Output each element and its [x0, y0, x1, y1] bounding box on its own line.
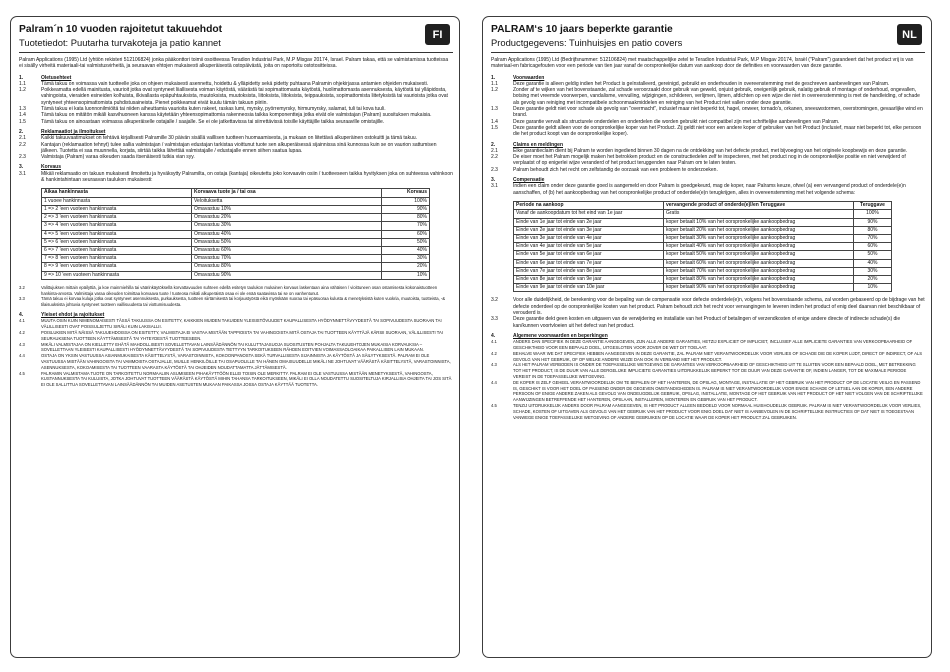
- table-header-cell: Korvaava tuote ja / tai osa: [192, 189, 382, 198]
- page-nl: [482, 16, 932, 658]
- page-title: Palram´n 10 vuoden rajoitetut takuuehdot: [19, 24, 223, 35]
- table-cell: 7 => 8 'een vuoteen hankinnasta: [42, 255, 192, 263]
- clause-text: Mikäli reklamaatio on takuun mukaisesti ilmoitettu ja hyväksytty Palramilta, on ostaja (kantaja) oikeutettu joko korvaaviin osiin / tuotteeseen taikka hyvityksen joka on suhteessa vahinkoon & hankintahintaan seuraavan taulukon mukaisesti:: [41, 170, 453, 184]
- divider: [19, 52, 453, 53]
- clause-text: MUUTA OSIN KUIN NIMENOMAISESTI TÄSSÄ TAKUUSSA ON ESITETTY, KAIKKIEN MUIDEN TAKUIDEN YLEISISTÖVUUDET KAUPALLISESTA HYÖDYNNETTÄVYYDESTÄ TAI SOPIVUUDESTA SUORAAN TAI VÄLILLISESTI OVAT POISSULJETTU SIRÄLI KUIN LAKISALLII.: [41, 318, 442, 330]
- table-cell: Einde van 3e jaar tot einde van 4e jaar: [514, 235, 664, 243]
- table-header-row: [42, 189, 430, 198]
- clause-text: Voor alle duidelijkheid, de berekening voor de bepaling van de compensatie voor defecte onderdele(e)n, volgens het bovenstaande schema, zal worden gebaseerd op de bijdrage van het defecte onderdeel op de oorspronkelijke kosten van het product. Palram behoudt zich het recht voor vervangingen te leveren indien het product of enig deel daarvan niet beschikbaar of verouderd is.: [513, 297, 925, 317]
- table-cell: Omavastuu 90%: [192, 271, 382, 279]
- clause: [491, 106, 925, 119]
- table-cell: Omavastuu 70%: [192, 255, 382, 263]
- page-subtitle: Tuotetiedot: Puutarha turvakoteja ja patio kannet: [19, 37, 221, 48]
- clause-text: TENZIJ UITDRUKKELIJK ANDERS DOOR PALRAM AANGEGEVEN, IS HET PRODUCT ALLEEN BEDOELD VOOR NORMAAL HUISHOUDELIJK GEBRUIK. PALRAM IS NIET VERANTWOORDELIJK VOOR VERLIES, SCHADE, KOSTEN OF UITGAVEN ALS GEVOLG VAN HET GEBRUIK VAN HET PRODUCT VOOR ENIG DOEL DAT NIET IS AANBEVOLEN IN DE SCHRIFTELIJKE INSTRUCTIES OF DAT NIET IS TOEGESTAAN VANWEGE ENIGE TOEPASSELIJKE WETGEVING OF ANDERE GEBRUIKEN OP DE LOCATIE WAAR DE KOPER HET PRODUCT ZAL GEBRUIKEN.: [513, 403, 922, 420]
- table-row: [514, 251, 892, 259]
- divider: [491, 52, 925, 53]
- clause: [19, 353, 453, 370]
- table-cell: Omavastuu 50%: [192, 238, 382, 246]
- clause-number: 2.1: [19, 135, 26, 142]
- clause-text: Tämä takuu on ainoastaan voimassa alkuperäiselle ostajalle / saajalle. Se ei ole jatkettavissa tai siirrettävissä toisille käyttäjille taikka seuraaville omistajille.: [41, 118, 385, 125]
- clause-number: 2.3: [19, 154, 26, 161]
- table-cell: 90%: [854, 218, 892, 226]
- table-cell: 10%: [382, 271, 430, 279]
- clause-text: Tämä takuu ei kata luonnonilmiöitä tai niiden aiheuttamia vaurioita kuten rakeet, raskas lumi, myrsky, pyörremyrsky, hirmumyrsky, salamat, tuli tai kova tuuli.: [41, 106, 386, 113]
- table-cell: 90%: [382, 206, 430, 214]
- table-cell: koper betaalt 60% van het oorspronkelijke aankoopbedrag: [664, 259, 854, 267]
- clause-number: 1.4: [19, 112, 26, 119]
- table-cell: koper betaalt 30% van het oorspronkelijke aankoopbedrag: [664, 235, 854, 243]
- table-cell: Einde van 6e jaar tot einde van 7e jaar: [514, 259, 664, 267]
- clause-text: De eiser moet het Palram mogelijk maken het betrokken product en de constructiedelen zelf te inspecteren, met het product nog in de oorspronkelijke positie en niet verwijderd of verplaatst of op enigerlei wijze veranderd of het product teruggenden naar Palram om te laten testen.: [513, 154, 906, 167]
- clause-text: Deze garantie geldt niet voor schade als gevolg van "overmacht", inclusief maar niet beperkt tot, hagel, onweer, tornado's, orkanen, sneeuwstormen, overstromingen, gevaarlijke wind en brand.: [513, 106, 923, 119]
- table-cell: 1 => 2 'een vuoteen hankinnasta: [42, 206, 192, 214]
- table-cell: 70%: [854, 235, 892, 243]
- clause-text: OSTAJA ON YKSIN VASTUUSSA ASIANMUKAISESTA KÄSITTELYSTÄ, VARASTOINNISTA, KOKOONPANOSTA SEKÄ TURVALLISESTA SIJAINNISTA JA KÄYTÖSTÄ JA SÄILYTYKSESTÄ. PALRAM EI OLE VASTUUSSA MISTÄÄN VAHINGOISTA TAI VAMMOISTA OSTAJALLE, MUILLE HENKILÖILLE TAI OSAPUOLILLE TAI HÄNEN OMAISUUDELLE MIKÄLI NE JOHTUVAT VÄÄRÄSTÄ KÄSITTELYSTÄ, VARASTOINNISTA, ASENNUKSESTA, KOKOAMISESTA TAI TUOTTEEN VAARASTA KÄYTÖSTÄ TAI OHJEIDEN NOUDATTAMATTA JÄTTÄMISESTÄ.: [41, 353, 451, 370]
- clause: [491, 316, 925, 329]
- clause: [491, 403, 925, 420]
- clause-text: Kaikki takuuvaatimukset on tehtävä kirjallisesti Palramille 30 päivän sisällä vaillisen tuotteen huomaamisesta, ja mukaan on liitettävä alkuperäinen ostokuitti ja tämä takuu.: [41, 135, 418, 142]
- table-row: [42, 271, 430, 279]
- table-cell: Einde van 5e jaar tot einde van 6e jaar: [514, 251, 664, 259]
- compensation-table: [41, 188, 430, 280]
- intro-paragraph: Palram Applications (1995) Ltd (yhtiön rekisteri 512106824) jonka pääkonttori toimii osoitteessa Teradion Industrial Park, M.P Misgav 20174, Israel. Palram takaa, että se valmistamissa tuotteissa ei sisälly virheitä materiaali-tai valmistusvirheitä, ja seuraavan ehtojen mukaisesti alkuperäisestä ostopäivästä, joita on raportoitu ostotositteissa.: [19, 57, 449, 70]
- table-cell: Einde van 9e jaar tot einde van 10e jaar: [514, 284, 664, 292]
- clause-number: 4.2: [491, 350, 497, 356]
- table-cell: 50%: [382, 238, 430, 246]
- table-header-cell: vervangende product of onderde(e)l/en Teruggave: [664, 201, 854, 210]
- section-number: 4.: [491, 332, 496, 339]
- table-cell: 20%: [854, 276, 892, 284]
- clause-text: Deze garantie vervalt als structurele onderdelen en onderdelen die worden gebruikt niet compatibel zijn met schriftelijke aanbevelingen van Palram.: [513, 118, 840, 125]
- clause-number: 3.3: [491, 316, 498, 323]
- table-row: [514, 235, 892, 243]
- clause: [19, 142, 453, 155]
- clause: [19, 342, 453, 354]
- sections: [491, 75, 925, 421]
- clause-number: 1.3: [491, 106, 498, 113]
- clause-text: Poikkeamatta edellä mainitusta, vaurioit jotka ovat syntyneet liiallisesta voiman käytöstä, väärästä tai sopimattomasta käytöstä, huolimattomasta asennuksesta, käytöstä tai ylläpidosta, vahingoista, vieraiden esineiden kolhuista, ilkivallasta epäpuhtauksista, muutoksista, muutoksista, liitoksista, liitoksista, teippauksista, sopimattomista liitetyksistä tai vaurioista jotka ovat syntyneet yhteensopimattomista puhdistusaineista. Pienet poikkeamat eivät kuulu tämän takuun piiriin.: [41, 87, 448, 106]
- clause: [19, 154, 453, 160]
- section-number: 4.: [19, 312, 24, 319]
- clause-text: MIKÄLI VALMISTAJAA ON KIELLETTY EHÄTÄ MAHDOLLISESTI SOVELLETTAVAN LAINSÄÄDÄNNÖN TAI KULUTTAJASUOJA SUOSITUSTEN POHJALTA TAKUUEHTOJEN MUKAISIA KORVAUKSIA – SOVELLETTAAN YLEISESTI KAUPALLISESTI HYÖDYNNETTÄVYYDESTÄ TAI SOPIVUUDESTA TIETTYYN TARKOITUKSEEN RÄHDEN EOITVIEN VOIMASSAOLOAIKAA PAIKALLISEN LAIN MUKAAN.: [41, 341, 424, 353]
- section-number: 1.: [491, 74, 496, 81]
- table-cell: 30%: [382, 255, 430, 263]
- clause-number: 4.5: [491, 403, 497, 409]
- table-cell: 9 => 10 'een vuoteen hankinnasta: [42, 271, 192, 279]
- table-cell: Omavastuu 40%: [192, 230, 382, 238]
- table-row: [42, 247, 430, 255]
- page-title: PALRAM‘s 10 jaars beperkte garantie: [491, 24, 673, 35]
- table-cell: 1 vuoee hankinnasta: [42, 197, 192, 205]
- clause-text: Tämä takuu on voimassa vain tuotteelle joka on ohjeen mukaisesti asennettu, hoidettu & ylläpidetty sekä pidetty puhtaana Palramin ohjekirjassa antamien ohjeiden mukaisesti.: [41, 80, 429, 87]
- clause-number: 1.5: [19, 118, 26, 125]
- table-row: [514, 259, 892, 267]
- clause-number: 1.2: [19, 87, 26, 94]
- table-cell: 20%: [382, 263, 430, 271]
- clause-text: ANDERS DAN SPECIFIEK IN DEZE GARANTIE AANGEGEVEN, ZIJN ALLE ANDERE GARANTIES, HETZIJ EXPLICIET OF IMPLICIET, INCLUSIEF ALLE IMPLICIETE GARANTIES VAN VERKOOPBAARHEID OF GESCHIKTHEID VOOR EEN BEPAALD DOEL, UITGESLOTEN VOOR ZOVER DE WET DIT TOELAAT.: [513, 339, 913, 351]
- table-row: [514, 284, 892, 292]
- table-cell: 100%: [382, 197, 430, 205]
- table-row: [42, 214, 430, 222]
- clause-text: Zonder af te wijken van het bovenstaande, zal schade veroorzaakt door gebruik van geweld, onjuist gebruik, oneigenlijk gebruik, nalatig gebruik of montage of onderhoud, ongevallen, botsing met vreemde voorwerpen, vandalisme, vervuiling, wijzigingen, schilderen, verlijmen, lijmen, afdichten op een wijze die niet in overeenstemming is met de handleiding, of schade als gevolg van reiniging met incompatibele schoonmaakmiddelen en reiniging van het Product niet vallen onder deze garantie.: [513, 87, 920, 106]
- clause-number: 2.2: [491, 154, 498, 161]
- compensation-table: [513, 201, 892, 293]
- clause-text: DE KOPER IS ZELF GEHEEL VERANTWOORDELIJK OM TE BEPALEN OF HET HANTEREN, DE OPSLAG, MONTAGE, INSTALLATIE OF HET GEBRUIK VAN HET PRODUCT OP DE LOCATIE VEILIG EN PASSEND IS, GESCHIKT IS VOOR HET DOEL OF PASSEND ONDER DE GEGEVEN OMSTANDIGHEDEN IS. PALRAM IS NIET VERANTWOORDELIJK VOOR ENIGE SCHADE OF LETSEL AAN DE KOPER, EEN ANDERE PERSOON OF ENIGE ANDERE ZAKEN ALS GEVOLG VAN ONDEUGDELIJK GEBRUIK, OPSLAG, INSTALLATIE, MONTAGE OF HET GEBRUIK VAN HET PRODUCT OF HET NIET VOLGEN VAN DE SCHRIFTELIJKE AANWIJZINGEN BETREFFENDE HET HANTEREN, OPSLAAN, INSTALLEREN, MONTEREN EN GEBRUIK VAN HET PRODUCT.: [513, 379, 923, 403]
- page-fi: [10, 16, 460, 658]
- clause-number: 3.2: [491, 297, 498, 304]
- clause-number: 1.2: [491, 87, 498, 94]
- clause-number: 2.3: [491, 166, 498, 173]
- page-content: [491, 23, 925, 653]
- clause: [19, 285, 453, 297]
- table-row: [514, 243, 892, 251]
- clause-number: 1.1: [19, 80, 26, 87]
- clause-number: 4.2: [19, 329, 25, 335]
- clause: [491, 297, 925, 316]
- table-row: [42, 230, 430, 238]
- table-cell: Veloituksetta: [192, 197, 382, 205]
- table-cell: koper betaalt 70% van het oorspronkelijke aankoopbedrag: [664, 267, 854, 275]
- language-badge: NL: [897, 24, 922, 45]
- clause-number: 1.5: [491, 124, 498, 131]
- clause-number: 4.4: [491, 379, 497, 385]
- table-row: [514, 210, 892, 218]
- clause-number: 3.1: [491, 183, 498, 190]
- clause-text: Palram behoudt zich het recht om zelfstandig de oorzaak van een probleem te onderzoeken.: [513, 166, 718, 173]
- table-row: [42, 197, 430, 205]
- clause: [19, 330, 453, 342]
- table-cell: 100%: [854, 210, 892, 218]
- section-title: Yleiset ehdot ja rajoitukset: [41, 312, 105, 319]
- table-cell: 40%: [854, 259, 892, 267]
- clause-number: 3.1: [19, 170, 26, 177]
- table-cell: Vanaf de aankoopdatum tot het eind van 1e jaar: [514, 210, 664, 218]
- table-cell: koper betaalt 80% van het oorspronkelijke aankoopbedrag: [664, 276, 854, 284]
- table-cell: 5 => 6 'een vuoteen hankinnasta: [42, 238, 192, 246]
- table-cell: Einde van 1e jaar tot einde van 2e jaar: [514, 218, 664, 226]
- table-cell: 8 => 9 'een vuoteen hankinnasta: [42, 263, 192, 271]
- clause-text: PALRAMIN VALMISTAMA TUOTE ON TARKOITETTU NORMAALIIN ASUMISEEN PIHAKÄYTTÖÖN ELLEI TOISIN OLE MERKITTY. PALRAM EI OLE VASTUUSSA MISTÄÄN MENETYKSESTÄ, VAHINGOSTA, KUSTANNUKSESTA TAI KULUISTA, JOTKA JOHTUVAT TUOTTEEN VÄÄRÄSTÄ KÄYTÖSTÄ MIHIN TAHANSA TARKOITUKSEEN, MIKÄLI EI OLLA NOUDATETTU SUOSITELTUJA KIRJALLISIA OHJEITA TAI JOS SITÄ EI OLE SALLITTUA SOVELLETTAVAN LAINSÄÄDÄNNÖN TAI MUIDEN ASETUSTEN MUKAAN PAIKASSA JOSSA OSTAJA KÄYTTÄÄ TUOTETTA.: [41, 370, 452, 388]
- clause: [19, 119, 453, 125]
- table-cell: 6 => 7 'een vuoteen hankinnasta: [42, 247, 192, 255]
- table-cell: 60%: [854, 243, 892, 251]
- clause-text: POISLUKIEN MITÄ NÄISSÄ TAKUUEHDOISSA ON ESITETTY, VALMISTAJA EI VASTAA MISTÄÄN TAPPIOISTA TAI VAHINGOISTA MITÄ OSTAJA TAI TUOTTEEN KÄYTTÄJÄ KÄRSII SUORAAN, VÄLILLISESTI TAI SEURAUKSENA TUOTTEEN KÄYTTÄMISESTÄ TAI YHTEYDESTÄ TUOTTEESEEN.: [41, 329, 443, 341]
- clause: [19, 296, 453, 308]
- clause-number: 4.3: [19, 341, 25, 347]
- table-cell: 30%: [854, 267, 892, 275]
- clause-text: Tämä takuu on mitätön mikäli kasvihuoneen kanssa käytetään yhteensopimattomia rakenneosia taikka komponentteja jotka eivät ole valmistajan (Palram) suosituksen mukaisia.: [41, 112, 432, 119]
- section-number: 3.: [491, 177, 496, 184]
- table-row: [514, 226, 892, 234]
- clause-text: Deze garantie dekt geen kosten en uitgaven van de verwijdering en installatie van het Product of betalingen of verzendkosten of enige andere directe of indirecte schade(s) die kan/kunnen voortvloeien uit het defect van het product.: [513, 316, 901, 329]
- clause-number: 3.2: [19, 284, 25, 290]
- clause: [491, 362, 925, 379]
- clause: [19, 171, 453, 184]
- clause-text: ALS HET PALRAM VERBODEN IS ONDER DE TOEPASSELIJKE WETGEVING DE GARANTIES VAN VERKOOPBAARHEID OF GESCHIKTHEID UIT TE SLUITEN VOOR EEN BEPAALD DOEL, MET BETREKKING TOT HET PRODUCT, IS DE DUUR VAN ALLE DERGELIJKE IMPLICIETE GARANTIES UITDRUKKELIJK BEPERKT TOT DE DUUR VAN DEZE GARANTIE OF, INDIEN LANGER, TOT DE MAXIMALE PERIODE VEREIST IN DE TOEPASSELIJKE WETGEVING.: [513, 362, 916, 380]
- clause: [491, 87, 925, 106]
- section-title: Compensatie: [513, 177, 545, 184]
- page-content: [19, 23, 453, 653]
- table-cell: 2 => 3 'een vuoteen hankinnasta: [42, 214, 192, 222]
- clause-text: Deze garantie geldt alleen voor de oorspronkelijke koper van het Product. Zij geldt niet voor een andere koper of gebruiker van het Product (inclusief, maar niet beperkt tot, elke persoon die het product koopt van de oorspronkelijke koper).: [513, 124, 922, 138]
- table-cell: Einde van 7e jaar tot einde van 8e jaar: [514, 267, 664, 275]
- section-number: 2.: [19, 128, 24, 135]
- clause-text: BEHALVE WAAR WE DAT SPECIFIEK HEBBEN AANGEGEVEN IN DEZE GARANTIE, ZAL PALRAM NIET VERANTWOORDELIJK VOOR VERLIES OF SCHADE DIE DE KOPER LIJDT, DIRECT OF INDIRECT, OF ALS GEVOLG VAN HET GEBRUIK, OF OP WELKE ANDERE WIJZE DAN OOK IN VERBAND MET HET PRODUCT.: [513, 350, 922, 362]
- table-cell: Omavastuu 10%: [192, 206, 382, 214]
- table-cell: 80%: [382, 214, 430, 222]
- table-cell: Omavastuu 60%: [192, 247, 382, 255]
- clause-text: Tämä takuu ei korvaa kuluja jotka ovat syntyneet asennuksesta, purkauksesta, tuotteen siirtämisestä tai korjaustyöstä eikä myöskään suoraa tai epäsuoraa kulusta & menetyksistä kuten vuokria, muutoista, tuotteista, -& tilaisuuksista johtuvia syntyneet tuotteen vaillisuudesta tai viottumisuudesta.: [41, 296, 446, 308]
- section-number: 3.: [19, 164, 24, 171]
- clause-text: Elke garantieclaim dient bij Palram te worden ingediend binnen 30 dagen na de ontdekking van het defecte product, met bijvoeging van het originele koopbewijs en deze garantie.: [513, 147, 908, 154]
- section-title: Oletusehteet: [41, 74, 72, 81]
- clause: [491, 154, 925, 167]
- clause: [491, 125, 925, 138]
- clause: [491, 351, 925, 363]
- table-header-cell: Korvaus: [382, 189, 430, 198]
- clause-number: 4.4: [19, 353, 25, 359]
- table-row: [514, 218, 892, 226]
- sections: [19, 75, 453, 388]
- table-cell: Einde van 4e jaar tot einde van 5e jaar: [514, 243, 664, 251]
- table-cell: 60%: [382, 230, 430, 238]
- table-cell: 40%: [382, 247, 430, 255]
- clause: [19, 371, 453, 388]
- table-cell: koper betaalt 40% van het oorspronkelijke aankoopbedrag: [664, 243, 854, 251]
- clause-text: Kantajan (reklamaation tehnyt) tulee sallia valmistajan / valmistajan edustajan tarkistaa vioittunut tuote sen alkuperäisessä sijainnissa sinä kunnossa kuin se on vaurion sattumisen jälkeen. Tuotetta ei saa muunnella, korjata, siirtää taikka lähettää valmistajalle / edustajalle ennen siihen saatua lupaa.: [41, 141, 437, 154]
- section-number: 1.: [19, 74, 24, 81]
- table-cell: koper betaalt 20% van het oorspronkelijke aankoopbedrag: [664, 226, 854, 234]
- clause-number: 2.1: [491, 147, 498, 154]
- clause-number: 3.3: [19, 296, 25, 302]
- table-row: [42, 222, 430, 230]
- clause-text: Valmistaja (Palram) varaa oikeuden saada itsenäisesti tutkia vian syy.: [41, 154, 195, 161]
- clause: [19, 318, 453, 330]
- clause: [491, 167, 925, 173]
- table-cell: Einde van 8e jaar tot einde van 9e jaar: [514, 276, 664, 284]
- table-cell: 70%: [382, 222, 430, 230]
- table-row: [42, 206, 430, 214]
- table-cell: koper betaalt 50% van het oorspronkelijke aankoopbedrag: [664, 251, 854, 259]
- section-title: Algemene voorwaarden en beperkingen: [513, 332, 608, 339]
- clause-text: Valittujuksen mittain epäilyttiä, ja koe mainmiehilla tai väärinkäytöksellä korvattavuuden suhteen edellä esitetyn taulukon mukainen korvaus laskentaan aina vähäisen / vioittuneen osan ostamisesta kokonaistuotteen hankinta-arvosta. Valmistaja varaa oikeuden toimittaa korvaava tuote / tuoteosa mikäli alkuperäistä osaa ei ole enää saatavissa tai se on vanhentunut.: [41, 284, 438, 296]
- clause-number: 4.1: [491, 339, 497, 345]
- clause-number: 4.3: [491, 362, 497, 368]
- clause-number: 2.2: [19, 141, 26, 148]
- section-number: 2.: [491, 141, 496, 148]
- table-row: [42, 263, 430, 271]
- table-row: [42, 238, 430, 246]
- table-row: [514, 267, 892, 275]
- clause-number: 1.1: [491, 80, 498, 87]
- clause-number: 1.3: [19, 106, 26, 113]
- section-title: Claims en meldingen: [513, 141, 564, 148]
- page-subtitle: Productgegevens: Tuinhuisjes en patio covers: [491, 37, 683, 48]
- clause-number: 4.1: [19, 318, 25, 324]
- table-row: [42, 255, 430, 263]
- table-row: [514, 276, 892, 284]
- table-cell: 4 => 5 'een vuoteen hankinnasta: [42, 230, 192, 238]
- clause-text: Indien een claim onder deze garantie goed is aangemeld en door Palram is goedgekeurd, mag de koper, naar Palrams keuze, ofwel (a) een vervangend product of onderdele(e)n aanschaffen, of (b) het aankoopbedrag van het oorspronkelijke product of onderdele(e)n terugkrijgen, alles in overeenstemming met het volgende schema:: [513, 183, 906, 196]
- clause-text: Deze garantie is alleen geldig indien het Product is geïnstalleerd, gereinigd, gebruikt en onderhouden in overeenstemming met de geschreven aanbevelingen van Palram.: [513, 80, 890, 87]
- clause-number: 1.4: [491, 118, 498, 125]
- table-cell: 80%: [854, 226, 892, 234]
- section-title: Reklamaatiot ja ilmoitukset: [41, 128, 106, 135]
- table-header-cell: Periode na aankoop: [514, 201, 664, 210]
- table-cell: Omavastuu 80%: [192, 263, 382, 271]
- table-cell: Omavastuu 30%: [192, 222, 382, 230]
- table-header-row: [514, 201, 892, 210]
- table-cell: Omavastuu 20%: [192, 214, 382, 222]
- clause: [491, 380, 925, 403]
- table-header-cell: Aikaa hankinnasta: [42, 189, 192, 198]
- table-cell: 3 => 4 'een vuoteen hankinnasta: [42, 222, 192, 230]
- table-cell: 50%: [854, 251, 892, 259]
- intro-paragraph: Palram Applications (1995) Ltd (Bedrijfsnummer: 512106824) met maatschappelijke zetel te Teradion Industrial Park, M.P Misgav 20174, Israël ("Palram") garandeert dat het product vrij is van materiaal-en fabricagefouten voor een periode van tien jaar vanaf de oorspronkelijke datum van aankoop door de definities en voorwaarden van deze garantie.: [491, 57, 914, 70]
- table-cell: Einde van 2e jaar tot einde van 3e jaar: [514, 226, 664, 234]
- clause: [491, 339, 925, 351]
- table-cell: 10%: [854, 284, 892, 292]
- table-header-cell: Teruggave: [854, 201, 892, 210]
- table-cell: koper betaalt 10% van het oorspronkelijke aankoopbedrag: [664, 218, 854, 226]
- section-title: Korvaus: [41, 164, 62, 171]
- clause-number: 4.5: [19, 370, 25, 376]
- clause: [491, 183, 925, 196]
- table-cell: koper betaalt 90% van het oorspronkelijke aankoopbedrag: [664, 284, 854, 292]
- section-title: Voorwaarden: [513, 74, 545, 81]
- table-cell: Gratis: [664, 210, 854, 218]
- language-badge: FI: [425, 24, 450, 45]
- clause: [19, 87, 453, 106]
